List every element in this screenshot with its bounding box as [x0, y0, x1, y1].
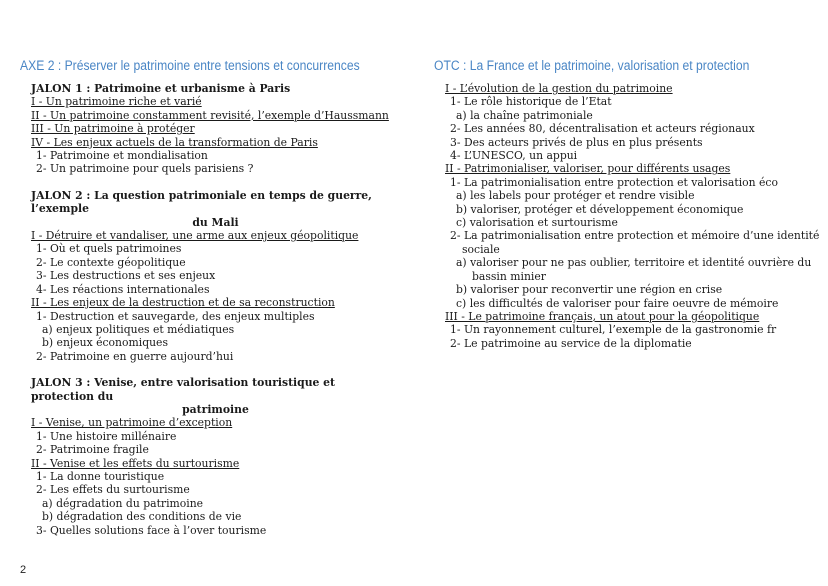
section-heading: III - Un patrimoine à protéger [31, 122, 195, 136]
section-heading: II - Patrimonialiser, valoriser, pour différents usages [445, 162, 731, 176]
jalon2-title-line2: du Mali [192, 215, 239, 229]
jalon1-title: JALON 1 : Patrimoine et urbanisme à Paris [31, 82, 291, 95]
section-heading: IV - Les enjeux actuels de la transformation de Paris [31, 135, 318, 149]
sub-item: a) les labels pour protéger et rendre visible [456, 189, 695, 203]
sub-item: a) dégradation du patrimoine [42, 496, 204, 510]
sub-item: a) valoriser pour ne pas oublier, territoire et identité ouvrière du [456, 256, 812, 270]
sub-item: b) dégradation des conditions de vie [42, 510, 242, 524]
axe2-heading: AXE 2 : Préserver le patrimoine entre tensions et concurrences [20, 58, 360, 73]
subsection-item: 4- Les réactions internationales [36, 282, 210, 296]
section-heading: II - Les enjeux de la destruction et de sa reconstruction [31, 296, 335, 310]
section-heading: I - Un patrimoine riche et varié [31, 95, 202, 109]
page-number: 2 [20, 564, 27, 576]
subsection-item: 1- Où et quels patrimoines [36, 242, 182, 256]
section-heading: II - Un patrimoine constamment revisité, l’exemple d’Haussmann [31, 108, 389, 122]
subsection-item: 3- Les destructions et ses enjeux [36, 269, 216, 283]
sub-item: b) valoriser pour reconvertir une région en crise [456, 283, 723, 297]
subsection-item: 2- Le patrimoine au service de la diplomatie [450, 336, 692, 350]
jalon3-title-line1: JALON 3 : Venise, entre valorisation touristique et protection du [31, 376, 336, 403]
left-column [20, 58, 400, 537]
subsection-item: 3- Quelles solutions face à l’over tourisme [36, 523, 267, 537]
subsection-item: 1- Un rayonnement culturel, l’exemple de la gastronomie fr [450, 323, 777, 337]
subsection-item: 1- Destruction et sauvegarde, des enjeux multiples [36, 309, 315, 323]
section-heading: I - Détruire et vandaliser, une arme aux enjeux géopolitique [31, 229, 359, 243]
jalon3-title-line2: patrimoine [182, 402, 249, 416]
otc-heading: OTC : La France et le patrimoine, valorisation et protection [434, 58, 750, 73]
subsection-item: 4- L’UNESCO, un appui [450, 149, 578, 163]
subsection-item: 2- Patrimoine fragile [36, 443, 149, 457]
sub-item: c) les difficultés de valoriser pour faire oeuvre de mémoire [456, 296, 779, 310]
subsection-item-continuation: sociale [462, 242, 500, 256]
right-column [434, 58, 820, 350]
subsection-item: 2- Les effets du surtourisme [36, 483, 190, 497]
subsection-item: 2- Le contexte géopolitique [36, 255, 186, 269]
sub-item: a) enjeux politiques et médiatiques [42, 322, 235, 336]
subsection-item: 1- Patrimoine et mondialisation [36, 149, 208, 163]
sub-item: b) enjeux économiques [42, 336, 168, 350]
sub-item: c) valorisation et surtourisme [456, 216, 618, 230]
section-heading: III - Le patrimoine français, un atout pour la géopolitique [445, 309, 760, 323]
subsection-item: 2- Patrimoine en guerre aujourd’hui [36, 349, 234, 363]
subsection-item: 2- Un patrimoine pour quels parisiens ? [36, 162, 254, 176]
subsection-item: 3- Des acteurs privés de plus en plus présents [450, 135, 703, 149]
sub-item: a) la chaîne patrimoniale [456, 108, 593, 122]
section-heading: I - L’évolution de la gestion du patrimoine [445, 82, 673, 95]
jalon2-title-line1: JALON 2 : La question patrimoniale en temps de guerre, l’exemple [31, 188, 372, 216]
jalon3-title [31, 376, 400, 416]
subsection-item: 1- La donne touristique [36, 469, 165, 483]
section-heading: II - Venise et les effets du surtourisme [31, 456, 240, 470]
sub-item: b) valoriser, protéger et développement économique [456, 202, 744, 216]
subsection-item: 1- Le rôle historique de l’Etat [450, 95, 612, 109]
jalon2-title [31, 189, 400, 229]
subsection-item: 2- Les années 80, décentralisation et acteurs régionaux [450, 122, 755, 136]
section-heading: I - Venise, un patrimoine d’exception [31, 416, 233, 430]
subsection-item: 2- La patrimonialisation entre protection et mémoire d’une identité [450, 229, 820, 243]
subsection-item: 1- Une histoire millénaire [36, 429, 177, 443]
subsection-item: 1- La patrimonialisation entre protection et valorisation éco [450, 175, 778, 189]
sub-item-continuation: bassin minier [472, 269, 546, 283]
